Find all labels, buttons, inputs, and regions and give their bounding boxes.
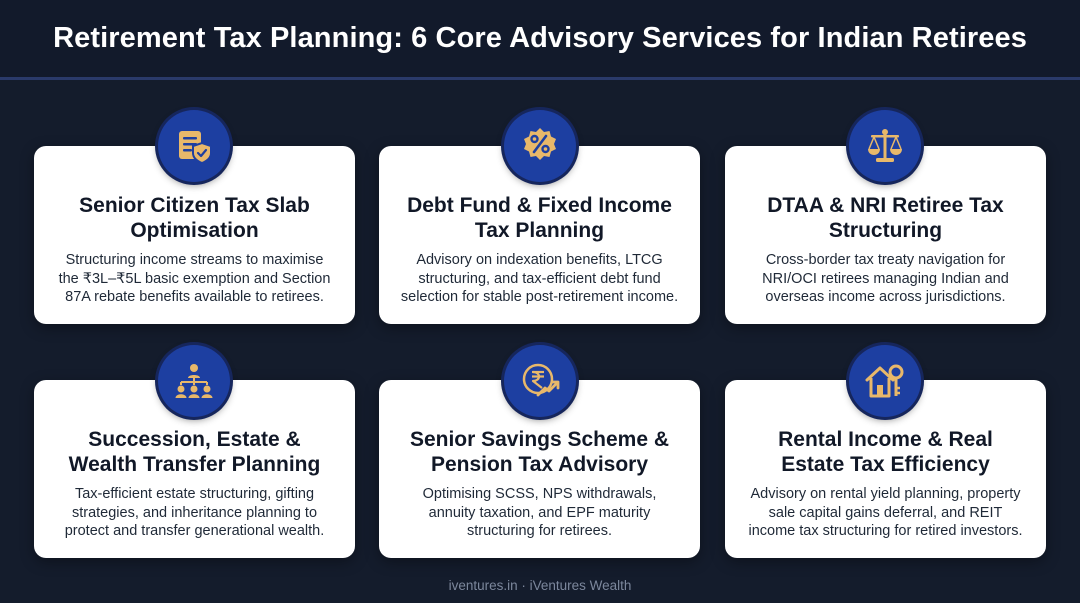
card-description: Tax-efficient estate structuring, gifting strategies, and inheritance planning to protect and transfer generational wealth. bbox=[64, 486, 325, 539]
percent-coin-icon bbox=[504, 110, 576, 182]
card-description: Cross-border tax treaty navigation for NRI/OCI retirees managing Indian and overseas income across jurisdictions. bbox=[762, 252, 1009, 305]
card-title: DTAA & NRI Retiree Tax Structuring bbox=[767, 194, 1004, 242]
rupee-growth-icon bbox=[504, 345, 576, 417]
card-title: Succession, Estate & Wealth Transfer Planning bbox=[68, 428, 321, 476]
shield-document-icon bbox=[158, 110, 230, 182]
card-title: Senior Citizen Tax Slab Optimisation bbox=[79, 194, 310, 242]
card-title: Senior Savings Scheme & Pension Tax Advisory bbox=[409, 428, 670, 476]
family-tree-icon bbox=[158, 345, 230, 417]
card-description: Structuring income streams to maximise the ₹3L–₹5L basic exemption and Section 87A rebate benefits available to retirees. bbox=[58, 252, 331, 305]
header-bar bbox=[0, 0, 1080, 80]
card-title: Rental Income & Real Estate Tax Efficiency bbox=[778, 428, 993, 476]
balance-scale-icon bbox=[849, 110, 921, 182]
footer-credit: iventures.in · iVentures Wealth bbox=[448, 578, 632, 593]
page-title: Retirement Tax Planning: 6 Core Advisory Services for Indian Retirees bbox=[53, 22, 1027, 54]
card-description: Optimising SCSS, NPS withdrawals, annuity taxation, and EPF maturity structuring for retirees. bbox=[422, 486, 657, 539]
card-description: Advisory on rental yield planning, property sale capital gains deferral, and REIT income tax structuring for retired investors. bbox=[748, 486, 1023, 539]
card-title: Debt Fund & Fixed Income Tax Planning bbox=[407, 194, 672, 242]
card-description: Advisory on indexation benefits, LTCG structuring, and tax-efficient debt fund selection for stable post-retirement income. bbox=[400, 252, 679, 305]
house-key-icon bbox=[849, 345, 921, 417]
